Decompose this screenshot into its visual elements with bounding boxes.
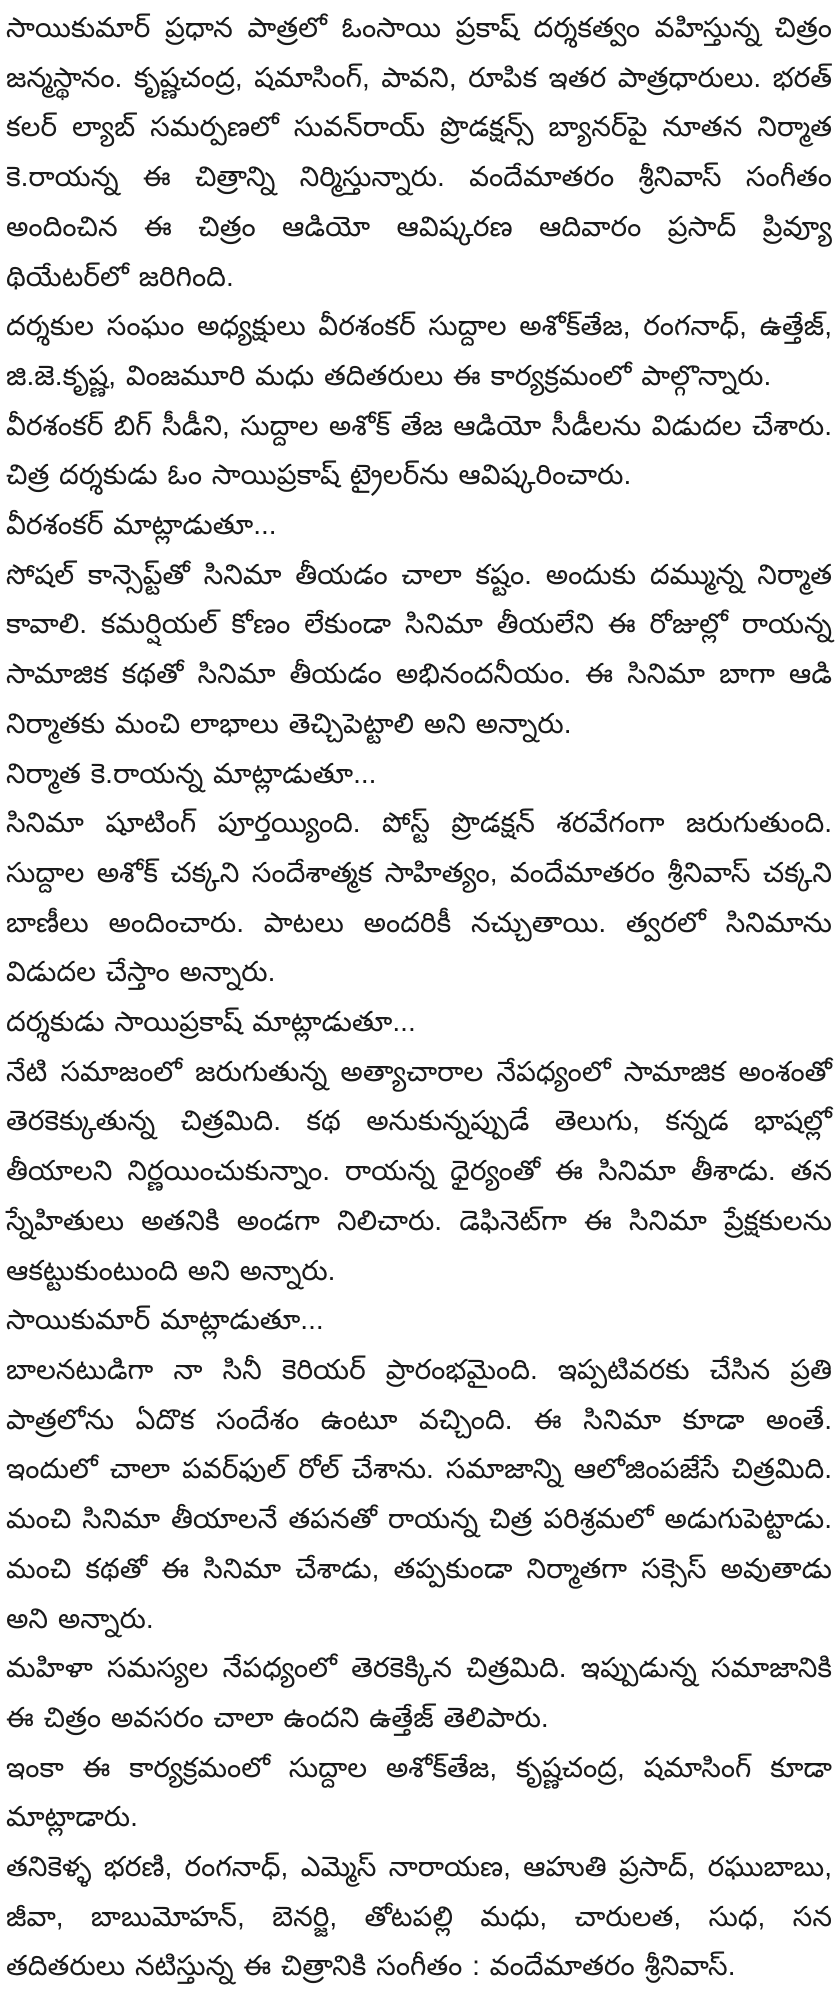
paragraph: నేటి సమాజంలో జరుగుతున్న అత్యాచారాల నేపధ్యంలో సామాజిక అంశంతో తెరకెక్కుతున్న చిత్రమిది. కథ అనుకున్నప్పుడే తెలుగు, కన్నడ భాషల్లో తీయాలని నిర్ణయించుకున్నాం. రాయన్న ధైర్యంతో ఈ సినిమా తీశాడు. తన స్నేహితులు అతనికి అండగా నిలిచారు. డెఫినెట్‌గా ఈ సినిమా ప్రేక్షకులను ఆకట్టుకుంటుంది అని అన్నారు.: [6, 1055, 832, 1286]
paragraph: దర్శకుల సంఘం అధ్యక్షులు వీరశంకర్ సుద్దాల అశోక్‌తేజ, రంగనాధ్, ఉత్తేజ్, జి.జె.కృష్ణ, వింజమూరి మధు తదితరులు ఈ కార్యక్రమంలో పాల్గొన్నారు.: [6, 310, 832, 391]
paragraph: సోషల్ కాన్సెప్ట్‌తో సినిమా తీయడం చాలా కష్టం. అందుకు దమ్మున్న నిర్మాత కావాలి. కమర్షియల్ కోణం లేకుండా సినిమా తీయలేని ఈ రోజుల్లో రాయన్న సామాజిక కథతో సినిమా తీయడం అభినందనీయం. ఈ సినిమా బాగా ఆడి నిర్మాతకు మంచి లాభాలు తెచ్చిపెట్టాలి అని అన్నారు.: [6, 558, 832, 739]
paragraph: సాయికుమార్ ప్రధాన పాత్రలో ఓంసాయి ప్రకాష్ దర్శకత్వం వహిస్తున్న చిత్రం జన్మస్థానం. కృష్ణచంద్ర, షమాసింగ్, పావని, రూపిక ఇతర పాత్రధారులు. భరత్ కలర్ ల్యాబ్ సమర్పణలో సువన్‌రాయ్ ప్రొడక్షన్స్ బ్యానర్‌పై నూతన నిర్మాత కె.రాయన్న ఈ చిత్రాన్ని నిర్మిస్తున్నారు. వందేమాతరం శ్రీనివాస్ సంగీతం అందించిన ఈ చిత్రం ఆడియో ఆవిష్కరణ ఆదివారం ప్రసాద్ ప్రివ్యూ థియేటర్‌లో జరిగింది.: [6, 12, 832, 292]
paragraph: దర్శకుడు సాయిప్రకాష్ మాట్లాడుతూ...: [6, 1006, 416, 1038]
paragraph: తనికెళ్ళ భరణి, రంగనాధ్, ఎమ్మెస్ నారాయణ, ఆహుతి ప్రసాద్, రఘుబాబు, జీవా, బాబుమోహన్, బెనర్జి, తోటపల్లి మధు, చారులత, సుధ, సన తదితరులు నటిస్తున్న ఈ చిత్రానికి సంగీతం : వందేమాతరం శ్రీనివాస్.: [6, 1851, 832, 1982]
paragraph: వీరశంకర్ బిగ్ సీడీని, సుద్దాల అశోక్ తేజ ఆడియో సీడీలను విడుదల చేశారు. చిత్ర దర్శకుడు ఓం సాయిప్రకాష్ ట్రైలర్‌ను ఆవిష్కరించారు.: [6, 409, 832, 491]
paragraph: బాలనటుడిగా నా సినీ కెరియర్ ప్రారంభమైంది. ఇప్పటివరకు చేసిన ప్రతి పాత్రలోను ఏదొక సందేశం ఉంటూ వచ్చింది. ఈ సినిమా కూడా అంతే. ఇందులో చాలా పవర్‌ఫుల్ రోల్ చేశాను. సమాజాన్ని ఆలోజింపజేసే చిత్రమిది. మంచి సినిమా తీయాలనే తపనతో రాయన్న చిత్ర పరిశ్రమలో అడుగుపెట్టాడు. మంచి కథతో ఈ సినిమా చేశాడు, తప్పకుండా నిర్మాతగా సక్సెస్ అవుతాడు అని అన్నారు.: [6, 1353, 832, 1634]
paragraph: నిర్మాత కె.రాయన్న మాట్లాడుతూ...: [6, 757, 377, 789]
paragraph: సినిమా షూటింగ్ పూర్తయ్యింది. పోస్ట్ ప్రొడక్షన్ శరవేగంగా జరుగుతుంది. సుద్దాల అశోక్ చక్కని సందేశాత్మక సాహిత్యం, వందేమాతరం శ్రీనివాస్ చక్కని బాణీలు అందించారు. పాటలు అందరికీ నచ్చుతాయి. త్వరలో సినిమాను విడుదల చేస్తాం అన్నారు.: [6, 807, 832, 988]
paragraph: సాయికుమార్ మాట్లాడుతూ...: [6, 1304, 324, 1336]
paragraph: ఇంకా ఈ కార్యక్రమంలో సుద్దాల అశోక్‌తేజ, కృష్ణచంద్ర, షమాసింగ్ కూడా మాట్లాడారు.: [6, 1751, 832, 1833]
paragraph: వీరశంకర్ మాట్లాడుతూ...: [6, 509, 277, 541]
paragraph: మహిళా సమస్యల నేపధ్యంలో తెరకెక్కిన చిత్రమిది. ఇప్పుడున్న సమాజానికి ఈ చిత్రం అవసరం చాలా ఉందని ఉత్తేజ్ తెలిపారు.: [6, 1652, 832, 1733]
